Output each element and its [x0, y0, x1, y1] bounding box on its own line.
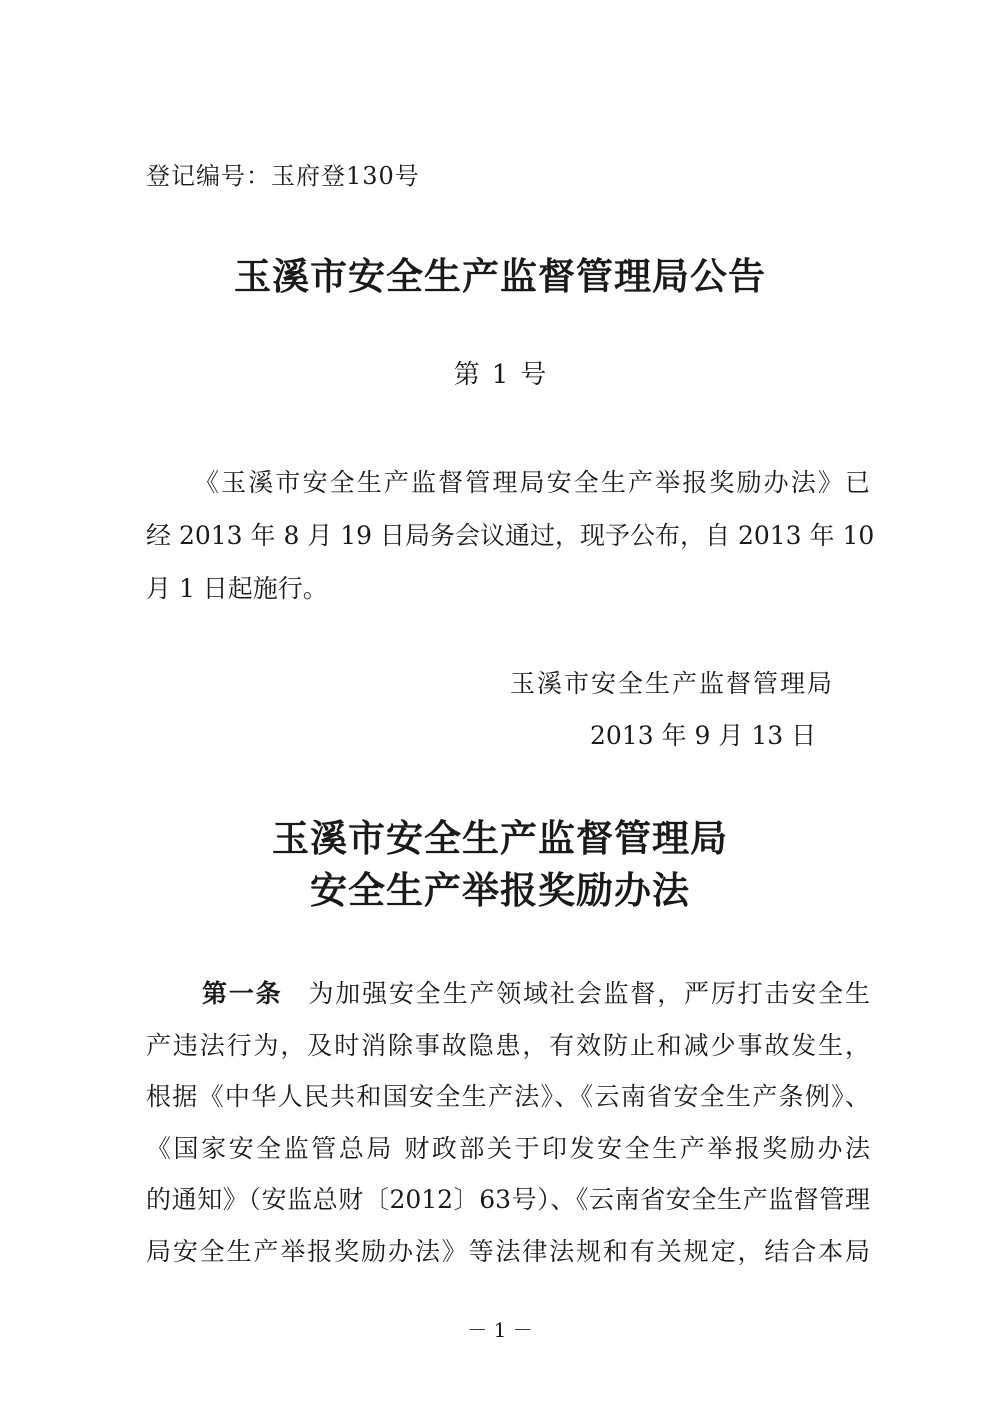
- article-1: [146, 968, 870, 1277]
- issue-number: [0, 354, 1000, 391]
- article-label: 第一条: [202, 979, 283, 1008]
- article-line: 局安全生产举报奖励办法》等法律法规和有关规定，结合本局: [146, 1236, 870, 1266]
- article-line: 根据《中华人民共和国安全生产法》、《云南省安全生产条例》、: [146, 1082, 870, 1111]
- notice-paragraph: [146, 456, 875, 615]
- article-line: [146, 968, 870, 1020]
- issue-prefix: 第: [453, 360, 480, 390]
- article-line: 《国家安全监管总局 财政部关于印发安全生产举报奖励办法: [146, 1133, 870, 1163]
- signing-organization: 玉溪市安全生产监督管理局: [510, 669, 835, 698]
- measures-title-line1: 玉溪市安全生产监督管理局: [272, 816, 728, 860]
- notice-line: 经 2013 年 8 月 19 日局务会议通过，现予公布，自 2013 年 10: [146, 521, 875, 550]
- measures-title-line2: 安全生产举报奖励办法: [310, 868, 690, 912]
- article-line: 产违法行为，及时消除事故隐患，有效防止和减少事故发生，: [146, 1030, 870, 1060]
- issue-value: 1: [491, 360, 509, 390]
- announcement-title: 玉溪市安全生产监督管理局公告: [234, 254, 766, 298]
- measures-title: [0, 812, 1000, 916]
- registration-number: 登记编号：玉府登130号: [146, 162, 420, 190]
- notice-line: 《玉溪市安全生产监督管理局安全生产举报奖励办法》已: [194, 468, 870, 497]
- notice-line: 月 1 日起施行。: [146, 574, 328, 603]
- article-line: 的通知》（安监总财〔2012〕63号）、《云南省安全生产监督管理: [146, 1185, 870, 1214]
- article-line-text: 为加强安全生产领域社会监督，严厉打击安全生: [308, 979, 870, 1008]
- signing-date: 2013 年 9 月 13 日: [590, 721, 817, 750]
- issue-suffix: 号: [520, 360, 547, 390]
- page-number: － 1 －: [467, 1318, 533, 1342]
